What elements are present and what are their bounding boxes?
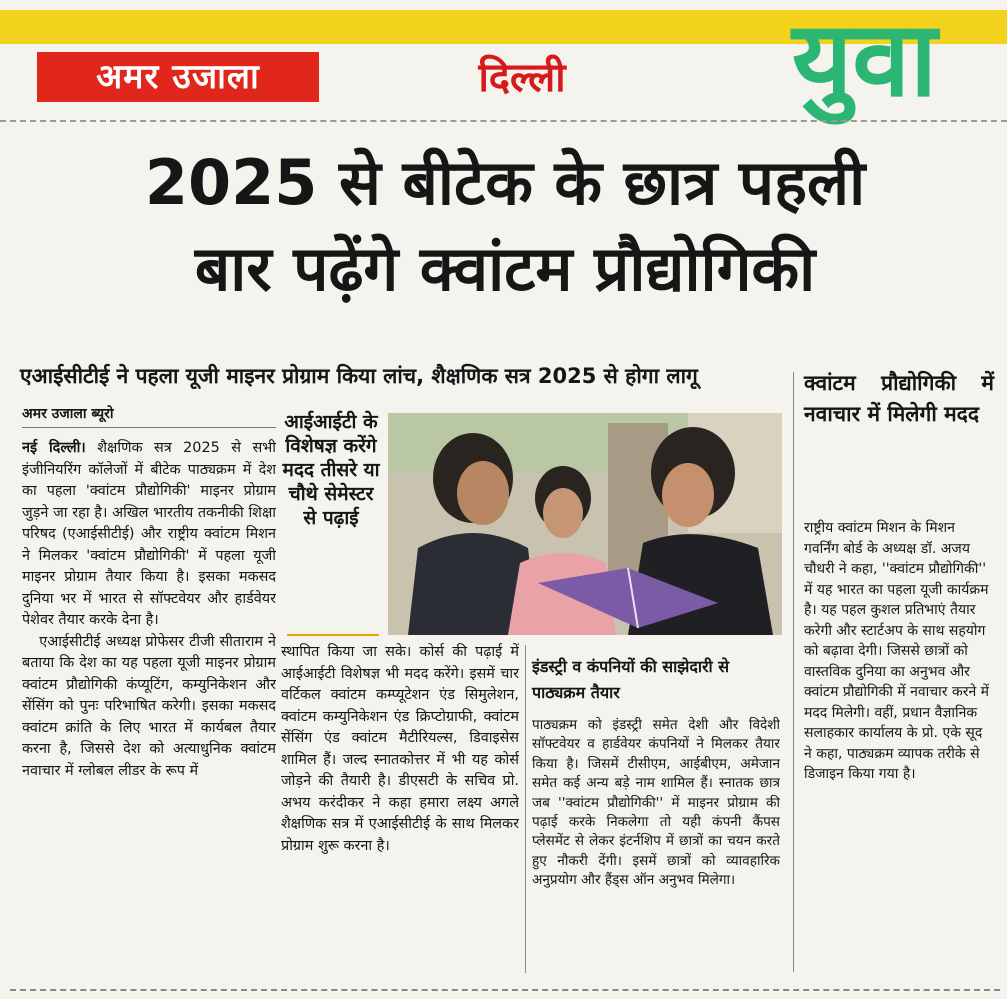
- article-column-1: [22, 438, 276, 968]
- sidebar-title: [804, 368, 994, 430]
- column-divider-1: [525, 645, 526, 973]
- pull-quote: आईआईटी के विशेषज्ञ करेंगे मदद तीसरे या चौथे सेमेस्टर से पढ़ाई: [282, 411, 380, 529]
- paragraph-1: [22, 438, 276, 632]
- sidebar-title-text: क्वांटम प्रौद्योगिकी में नवाचार में मिलेगी मदद: [804, 371, 994, 426]
- headline-line-2: बार पढ़ेंगे क्वांटम प्रौद्योगिकी: [194, 232, 816, 305]
- article-column-2: [281, 642, 519, 972]
- sidebar-divider: [793, 372, 794, 972]
- byline: अमर उजाला ब्यूरो: [22, 406, 114, 422]
- article-subheadline: एआईसीटीई ने पहला यूजी माइनर प्रोग्राम किया लांच, शैक्षणिक सत्र 2025 से होगा लागू: [20, 364, 698, 388]
- headline-line-1: 2025 से बीटेक के छात्र पहली: [144, 146, 866, 219]
- paragraph-3: स्थापित किया जा सके। कोर्स की पढ़ाई में आईआईटी विशेषज्ञ भी मदद करेंगे। इसमें चार वर्टिकल क्वांटम कम्प्यूटेशन एंड सिमुलेशन, क्वांटम कम्युनिकेशन एंड क्रिप्टोग्राफी, क्वांटम सेंसिंग एंड क्वांटम मैटीरियल्स, डिवाइसेस शामिल हैं। जल्द स्नातकोत्तर में भी यह कोर्स जोड़ने की तैयारी है। डीएसटी के सचिव प्रो. अभय करंदीकर ने कहा हमारा लक्ष्य अगले शैक्षणिक सत्र में एआईसीटीई के साथ मिलकर प्रोग्राम शुरू करना है।: [281, 644, 519, 854]
- article-column-3: [532, 716, 780, 974]
- students-reading-photo: [388, 413, 782, 635]
- newspaper-logo: अमर उजाला: [37, 52, 319, 102]
- dashed-divider-top: [0, 120, 1007, 122]
- byline-divider: [22, 427, 276, 428]
- pull-quote-underline: [287, 634, 379, 636]
- dateline: नई दिल्ली।: [22, 440, 86, 456]
- sidebar-column: [804, 518, 994, 973]
- dashed-divider-bottom: [10, 989, 1000, 991]
- article-headline: [20, 140, 990, 312]
- paragraph-1-text: शैक्षणिक सत्र 2025 से सभी इंजीनियरिंग कॉलेजों में बीटेक पाठ्यक्रम में देश का पहला 'क्वांटम प्रौद्योगिकी' माइनर प्रोग्राम जुड़ने जा रहा है। अखिल भारतीय तकनीकी शिक्षा परिषद (एआईसीटीई) और राष्ट्रीय क्वांटम मिशन ने मिलकर 'क्वांटम प्रौद्योगिकी' में पहला यूजी माइनर प्रोग्राम तैयार किया है। इसका मकसद दुनिया भर में भारत से सॉफ्टवेयर और हार्डवेयर पेशेवर तैयार करके देना है।: [22, 440, 276, 628]
- sidebar-paragraph: राष्ट्रीय क्वांटम मिशन के मिशन गवर्निंग बोर्ड के अध्यक्ष डॉ. अजय चौधरी ने कहा, ''क्वांटम प्रौद्योगिकी'' में यह भारत का पहला यूजी कार्यक्रम है। यह पहल कुशल प्रतिभाएं तैयार करेगी और स्टार्टअप के साथ सहयोग को बढ़ावा देगी। जिससे छात्रों को वास्तविक दुनिया का अनुभव और क्वांटम प्रौद्योगिकी में नवाचार करने में मदद मिलेगी। वहीं, प्रधान वैज्ञानिक सलाहकार कार्यालय के प्रो. एके सूद ने कहा, पाठ्यक्रम व्यापक तरीके से डिजाइन किया गया है।: [804, 520, 990, 782]
- section-title: युवा: [791, 0, 938, 120]
- section-subheading: इंडस्ट्री व कंपनियों की साझेदारी से पाठ्यक्रम तैयार: [532, 657, 730, 702]
- paragraph-2: एआईसीटीई अध्यक्ष प्रोफेसर टीजी सीताराम ने बताया कि देश का यह पहला यूजी माइनर प्रोग्राम क्वांटम प्रौद्योगिकी कंप्यूटिंग, कम्युनिकेशन और सेंसिंग को पुनः परिभाषित करेगी। इसका मकसद क्वांटम क्रांति के लिए भारत में कार्यबल तैयार करना है, जिससे देश को अत्याधुनिक क्वांटम नवाचार में ग्लोबल लीडर के रूप में: [22, 633, 276, 779]
- paragraph-4: पाठ्यक्रम को इंडस्ट्री समेत देशी और विदेशी सॉफ्टवेयर व हार्डवेयर कंपनियों ने मिलकर तैयार किया है। जिसमें टीसीएम, आईबीएम, अमेजान समेत कई अन्य बड़े नाम शामिल हैं। स्नातक छात्र जब ''क्वांटम प्रौद्योगिकी'' में माइनर प्रोग्राम की पढ़ाई करके निकलेगा तो यही कंपनी कैंपस प्लेसमेंट से लेकर इंटर्नशिप में छात्रों का चयन करते हुए नौकरी देंगी। इसमें छात्रों को व्यावहारिक अनुप्रयोग और हैंड्स ऑन अनुभव मिलेगा।: [532, 717, 780, 889]
- edition-city: दिल्ली: [478, 55, 566, 101]
